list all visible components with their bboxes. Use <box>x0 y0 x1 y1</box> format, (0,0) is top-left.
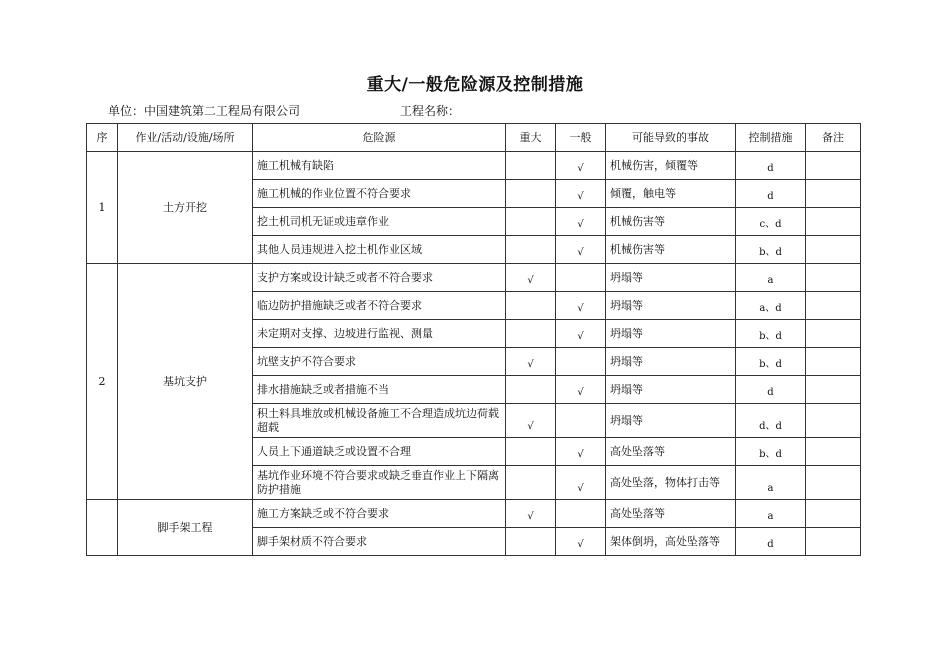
general-check-cell <box>556 500 606 528</box>
hazard-cell: 未定期对支撑、边坡进行监视、测量 <box>253 320 506 348</box>
accident-cell: 坍塌等 <box>606 292 736 320</box>
control-measure-cell: d、d <box>736 404 806 438</box>
major-check-cell: √ <box>506 500 556 528</box>
accident-cell: 机械伤害等 <box>606 236 736 264</box>
remark-cell <box>806 236 861 264</box>
hazard-table <box>86 123 861 556</box>
hazard-cell: 排水措施缺乏或者措施不当 <box>253 376 506 404</box>
general-check-cell: √ <box>556 180 606 208</box>
general-check-cell: √ <box>556 208 606 236</box>
group-seq <box>87 500 118 556</box>
hazard-cell: 其他人员违规进入挖土机作业区域 <box>253 236 506 264</box>
header-general: 一般 <box>556 124 606 152</box>
major-check-cell: √ <box>506 404 556 438</box>
remark-cell <box>806 528 861 556</box>
major-check-cell <box>506 180 556 208</box>
control-measure-cell: a <box>736 264 806 292</box>
remark-cell <box>806 292 861 320</box>
accident-cell: 坍塌等 <box>606 404 736 438</box>
hazard-cell: 坑壁支护不符合要求 <box>253 348 506 376</box>
remark-cell <box>806 152 861 180</box>
accident-cell: 坍塌等 <box>606 264 736 292</box>
general-check-cell: √ <box>556 152 606 180</box>
group-activity: 基坑支护 <box>118 264 253 500</box>
general-check-cell: √ <box>556 528 606 556</box>
accident-cell: 机械伤害等 <box>606 208 736 236</box>
general-check-cell: √ <box>556 292 606 320</box>
control-measure-cell: b、d <box>736 348 806 376</box>
header-hazard: 危险源 <box>253 124 506 152</box>
major-check-cell <box>506 528 556 556</box>
remark-cell <box>806 180 861 208</box>
general-check-cell <box>556 348 606 376</box>
header-control: 控制措施 <box>736 124 806 152</box>
table-row <box>87 152 861 180</box>
accident-cell: 坍塌等 <box>606 376 736 404</box>
major-check-cell <box>506 208 556 236</box>
page-title: 重大/一般危险源及控制措施 <box>366 75 584 95</box>
hazard-cell: 积土料具堆放或机械设备施工不合理造成坑边荷载超载 <box>253 404 506 438</box>
accident-cell: 坍塌等 <box>606 348 736 376</box>
accident-cell: 高处坠落，物体打击等 <box>606 466 736 500</box>
control-measure-cell: c、d <box>736 208 806 236</box>
header-seq: 序 <box>87 124 118 152</box>
table-header-row <box>87 124 861 152</box>
control-measure-cell: d <box>736 180 806 208</box>
control-measure-cell: a、d <box>736 292 806 320</box>
major-check-cell <box>506 152 556 180</box>
hazard-cell: 施工机械有缺陷 <box>253 152 506 180</box>
header-accident: 可能导致的事故 <box>606 124 736 152</box>
project-name-label: 工程名称： <box>400 104 461 118</box>
header-activity: 作业/活动/设施/场所 <box>118 124 253 152</box>
hazard-cell: 施工机械的作业位置不符合要求 <box>253 180 506 208</box>
major-check-cell <box>506 438 556 466</box>
remark-cell <box>806 466 861 500</box>
control-measure-cell: b、d <box>736 236 806 264</box>
accident-cell: 架体倒坍，高处坠落等 <box>606 528 736 556</box>
remark-cell <box>806 348 861 376</box>
remark-cell <box>806 376 861 404</box>
hazard-cell: 基坑作业环境不符合要求或缺乏垂直作业上下隔离防护措施 <box>253 466 506 500</box>
header-major: 重大 <box>506 124 556 152</box>
general-check-cell <box>556 264 606 292</box>
remark-cell <box>806 438 861 466</box>
unit-label: 单位：中国建筑第二工程局有限公司 <box>108 104 301 118</box>
remark-cell <box>806 264 861 292</box>
general-check-cell: √ <box>556 438 606 466</box>
accident-cell: 倾覆，触电等 <box>606 180 736 208</box>
group-seq: 1 <box>87 152 118 264</box>
hazard-cell: 挖土机司机无证或违章作业 <box>253 208 506 236</box>
header-remark: 备注 <box>806 124 861 152</box>
hazard-cell: 施工方案缺乏或不符合要求 <box>253 500 506 528</box>
major-check-cell <box>506 466 556 500</box>
remark-cell <box>806 500 861 528</box>
control-measure-cell: d <box>736 376 806 404</box>
accident-cell: 高处坠落等 <box>606 500 736 528</box>
major-check-cell <box>506 376 556 404</box>
table-row <box>87 264 861 292</box>
control-measure-cell: a <box>736 500 806 528</box>
group-activity: 土方开挖 <box>118 152 253 264</box>
group-seq: 2 <box>87 264 118 500</box>
major-check-cell: √ <box>506 264 556 292</box>
accident-cell: 坍塌等 <box>606 320 736 348</box>
hazard-cell: 脚手架材质不符合要求 <box>253 528 506 556</box>
group-activity: 脚手架工程 <box>118 500 253 556</box>
remark-cell <box>806 320 861 348</box>
control-measure-cell: b、d <box>736 320 806 348</box>
hazard-cell: 支护方案或设计缺乏或者不符合要求 <box>253 264 506 292</box>
major-check-cell <box>506 320 556 348</box>
general-check-cell <box>556 404 606 438</box>
table-row <box>87 500 861 528</box>
major-check-cell <box>506 292 556 320</box>
control-measure-cell: a <box>736 466 806 500</box>
control-measure-cell: b、d <box>736 438 806 466</box>
major-check-cell: √ <box>506 348 556 376</box>
accident-cell: 高处坠落等 <box>606 438 736 466</box>
control-measure-cell: d <box>736 528 806 556</box>
general-check-cell: √ <box>556 320 606 348</box>
general-check-cell: √ <box>556 236 606 264</box>
general-check-cell: √ <box>556 376 606 404</box>
general-check-cell: √ <box>556 466 606 500</box>
remark-cell <box>806 208 861 236</box>
control-measure-cell: d <box>736 152 806 180</box>
hazard-cell: 人员上下通道缺乏或设置不合理 <box>253 438 506 466</box>
remark-cell <box>806 404 861 438</box>
hazard-cell: 临边防护措施缺乏或者不符合要求 <box>253 292 506 320</box>
accident-cell: 机械伤害，倾覆等 <box>606 152 736 180</box>
major-check-cell <box>506 236 556 264</box>
